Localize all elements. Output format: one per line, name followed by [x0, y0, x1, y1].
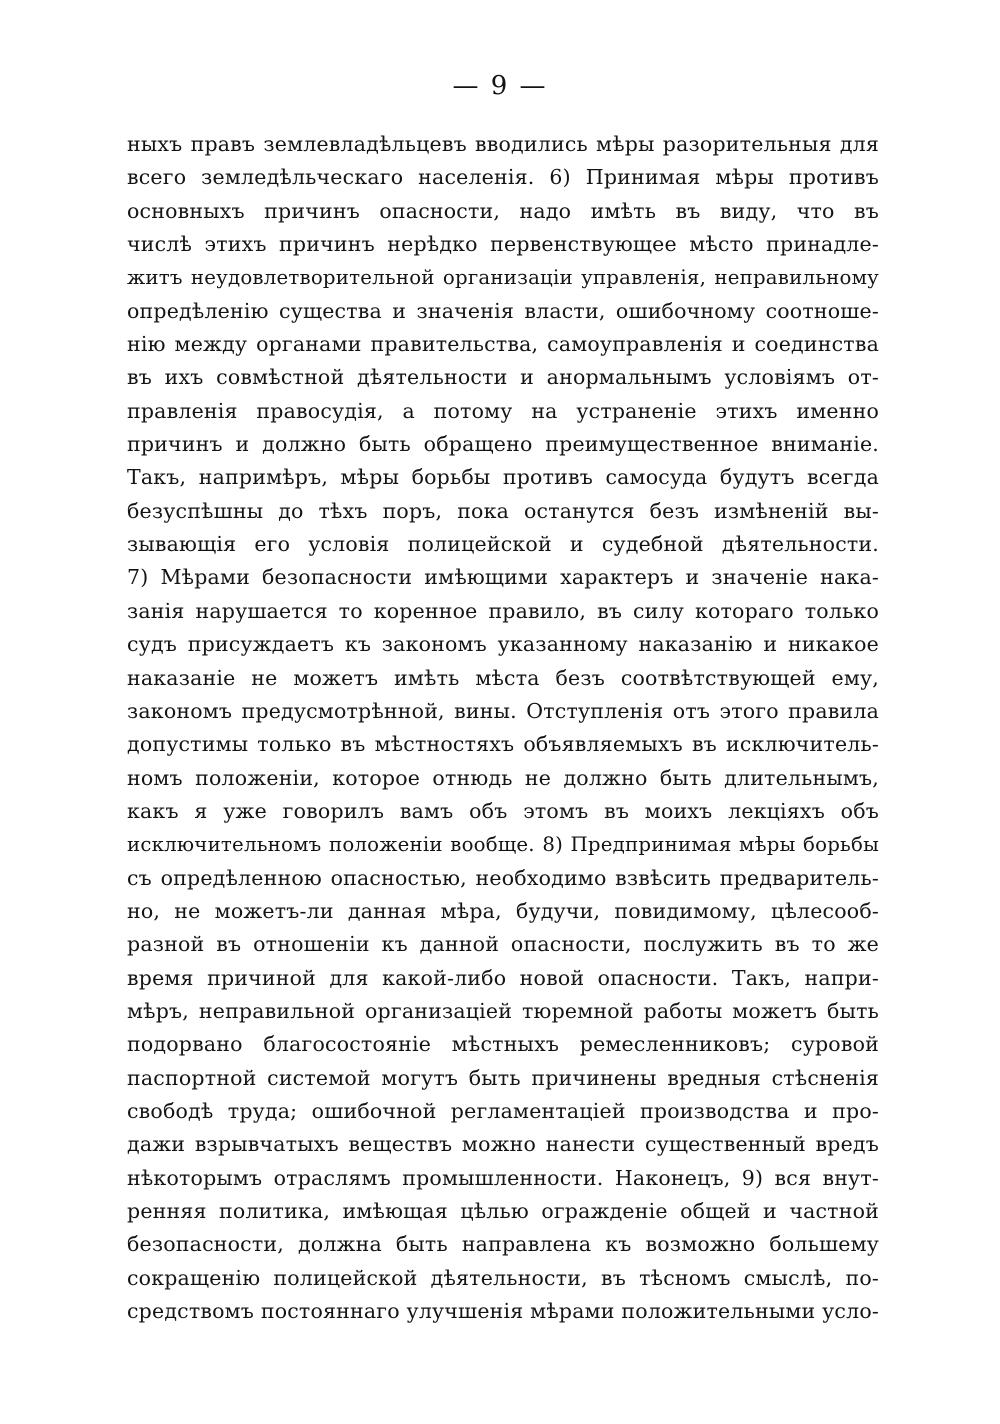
text-line: нѣкоторымъ отраслямъ промышленности. Наконецъ, 9) вся внут-: [127, 1165, 879, 1190]
text-line: безопасности, должна быть направлена къ возможно большему: [127, 1232, 879, 1257]
text-line: свободѣ труда; ошибочной регламентаціей производства и про-: [127, 1098, 879, 1123]
text-line: время причиной для какой-либо новой опасности. Такъ, напри-: [127, 965, 879, 990]
text-line: житъ неудовлетворительной организаціи управленія, неправильному: [127, 266, 879, 290]
text-line: причинъ и должно быть обращено преимущественное вниманіе.: [127, 432, 879, 457]
text-line: наказаніе не можетъ имѣть мѣста безъ соотвѣтствующей ему,: [127, 665, 879, 690]
text-line: опредѣленію существа и значенія власти, ошибочному соотноше-: [127, 298, 879, 323]
text-line: средствомъ постояннаго улучшенія мѣрами положительными усло-: [127, 1299, 879, 1324]
text-line: закономъ предусмотрѣнной, вины. Отступленія отъ этого правила: [127, 698, 879, 723]
text-line: основныхъ причинъ опасности, надо имѣть въ виду, что въ: [127, 198, 879, 223]
text-line: подорвано благосостояніе мѣстныхъ ремесленниковъ; суровой: [127, 1032, 879, 1057]
text-line: исключительномъ положеніи вообще. 8) Предпринимая мѣры борьбы: [127, 833, 879, 857]
text-line: зывающія его условія полицейской и судебной дѣятельности.: [127, 532, 879, 557]
text-line: допустимы только въ мѣстностяхъ объявляемыхъ въ исключитель-: [127, 732, 879, 757]
text-line: мѣръ, неправильной организаціей тюремной работы можетъ быть: [127, 998, 879, 1023]
page-number: — 9 —: [452, 71, 548, 101]
text-line: какъ я уже говорилъ вамъ объ этомъ въ моихъ лекціяхъ объ: [127, 798, 879, 823]
text-line: безуспѣшны до тѣхъ поръ, пока останутся безъ измѣненій вы-: [127, 498, 879, 523]
text-line: занія нарушается то коренное правило, въ силу котораго только: [127, 598, 879, 623]
body-text: [127, 128, 879, 1328]
text-line: всего земледѣльческаго населенія. 6) Принимая мѣры противъ: [127, 165, 879, 190]
text-line: числѣ этихъ причинъ нерѣдко первенствующее мѣсто принадле-: [127, 232, 879, 257]
text-line: дажи взрывчатыхъ веществъ можно нанести существенный вредъ: [127, 1132, 879, 1157]
text-line: номъ положеніи, которое отнюдь не должно быть длительнымъ,: [127, 765, 879, 790]
text-line: въ ихъ совмѣстной дѣятельности и анормальнымъ условіямъ от-: [127, 365, 879, 390]
text-line: нію между органами правительства, самоуправленія и соединства: [127, 332, 879, 357]
text-line: Такъ, напримѣръ, мѣры борьбы противъ самосуда будутъ всегда: [127, 465, 879, 490]
text-line: съ опредѣленною опасностью, необходимо взвѣсить предваритель-: [127, 865, 879, 890]
text-line: ныхъ правъ землевладѣльцевъ вводились мѣры разорительныя для: [127, 132, 879, 156]
text-line: разной въ отношеніи къ данной опасности, послужить въ то же: [127, 932, 879, 957]
text-line: 7) Мѣрами безопасности имѣющими характеръ и значеніе нака-: [127, 565, 879, 590]
text-line: но, не можетъ-ли данная мѣра, будучи, повидимому, цѣлесооб-: [127, 898, 879, 923]
text-line: судъ присуждаетъ къ закономъ указанному наказанію и никакое: [127, 632, 879, 657]
text-line: правленія правосудія, а потому на устраненіе этихъ именно: [127, 398, 879, 423]
text-line: сокращенію полицейской дѣятельности, въ тѣсномъ смыслѣ, по-: [127, 1265, 879, 1290]
text-line: паспортной системой могутъ быть причинены вредныя стѣсненія: [127, 1065, 879, 1090]
text-line: ренняя политика, имѣющая цѣлью огражденіе общей и частной: [127, 1199, 879, 1223]
